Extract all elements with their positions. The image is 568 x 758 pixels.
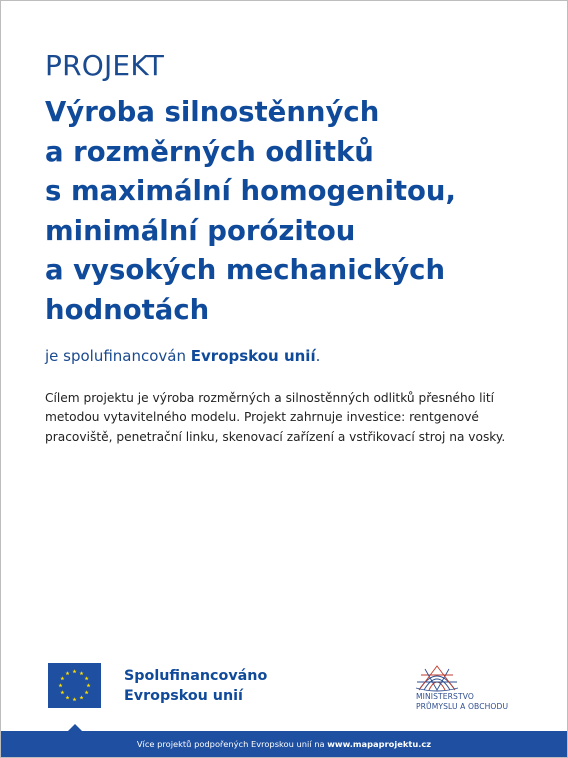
title-line: a rozměrných odlitků (45, 135, 374, 168)
footer-bar (1, 731, 567, 757)
eu-star-icon (60, 676, 64, 680)
eu-star-icon (72, 669, 76, 673)
ministry-line: PRŮMYSLU A OBCHODU (416, 701, 509, 711)
ministry-logo-icon (415, 664, 459, 694)
eu-star-icon (65, 695, 69, 699)
ministry-name (416, 692, 508, 711)
eu-star-icon (60, 690, 64, 694)
eu-star-icon (85, 690, 89, 694)
title-line: s maximální homogenitou, (45, 175, 456, 207)
cofinancing-prefix: je spolufinancován (45, 347, 191, 365)
eu-star-icon (79, 671, 83, 675)
eu-pointer-icon (68, 724, 82, 731)
cofinancing-statement (45, 347, 320, 365)
title-line: hodnotách (45, 293, 210, 326)
project-title (45, 93, 545, 330)
eu-label-line: Spolufinancováno (124, 668, 268, 684)
eu-star-icon (86, 683, 90, 687)
eu-star-icon (85, 676, 89, 680)
eu-star-icon (72, 697, 76, 701)
eu-label-line: Evropskou unií (124, 687, 243, 704)
title-line: minimální porózitou (45, 214, 356, 247)
title-line: a vysokých mechanických (45, 254, 446, 286)
eu-flag-icon (48, 663, 101, 708)
project-kicker: PROJEKT (45, 49, 165, 82)
ministry-line: MINISTERSTVO (416, 692, 474, 701)
cofinancing-suffix: . (315, 347, 321, 365)
project-description: Cílem projektu je výroba rozměrných a silnostěnných odlitků přesného lití metodou vytavitelného modelu. Projekt zahrnuje investice: rentgenové pracoviště, penetrační linku, skenovací zařízení a vstřikovací stroj na vosky. (45, 391, 506, 444)
eu-stars (48, 663, 101, 708)
eu-star-icon (58, 683, 62, 687)
title-line: Výroba silnostěnných (45, 96, 380, 128)
footer-link[interactable]: www.mapaprojektu.cz (327, 739, 432, 749)
eu-star-icon (79, 695, 83, 699)
footer-text: Více projektů podpořených Evropskou unií na (136, 739, 328, 749)
cofinancing-strong: Evropskou unií (190, 347, 316, 365)
eu-cofinanced-label (124, 667, 267, 706)
eu-star-icon (65, 671, 69, 675)
